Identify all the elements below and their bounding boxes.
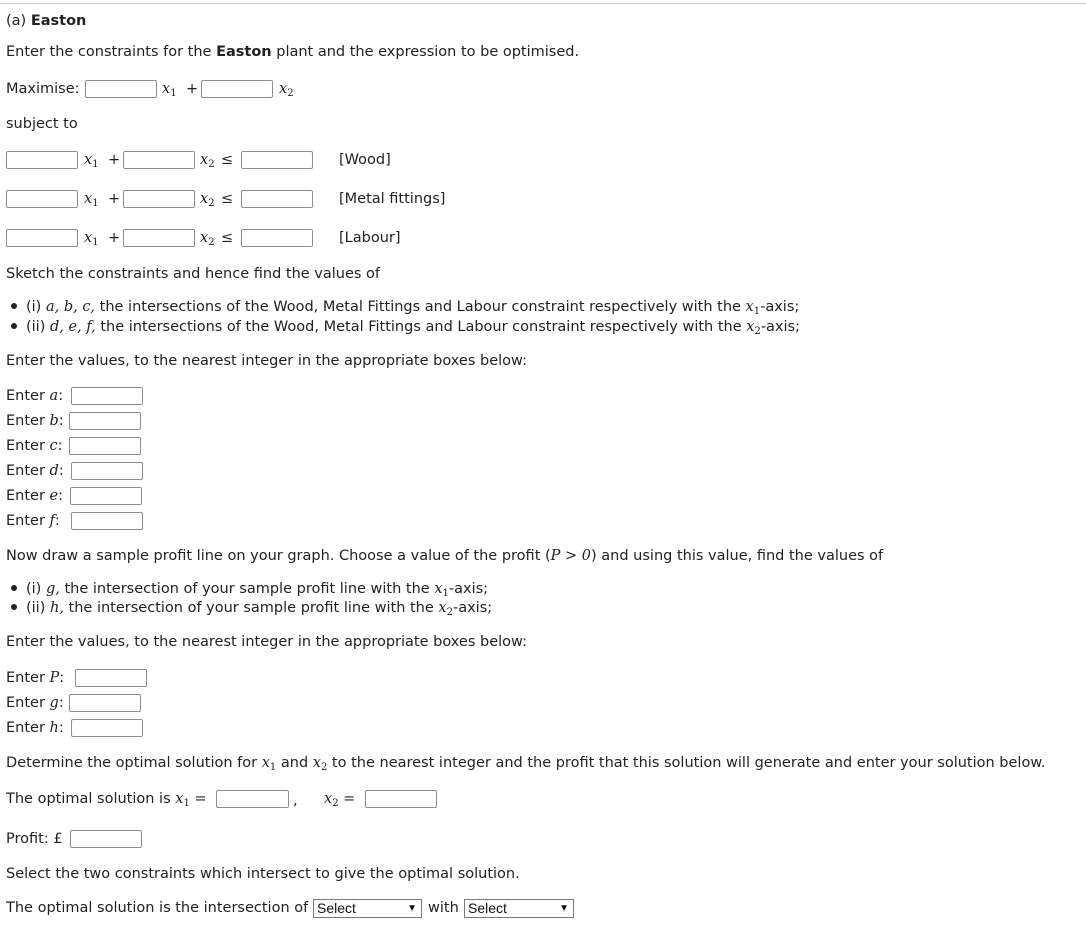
metal-x1-coef-input[interactable] — [6, 190, 78, 208]
h-input[interactable] — [71, 719, 143, 737]
x1-var: $x_1$ — [84, 152, 99, 170]
x2-solution-label: $x_2$ = — [324, 791, 356, 809]
bullet-icon — [11, 604, 17, 610]
intersection-label: The optimal solution is the intersection of — [6, 900, 309, 916]
constraint-select-1[interactable]: Select ▼ — [313, 899, 422, 918]
enter-e-label: Enter e: — [6, 488, 64, 504]
leq-sign: ≤ — [221, 191, 234, 207]
maximise-label: Maximise: — [6, 81, 80, 97]
metal-fittings-label: [Metal fittings] — [339, 191, 446, 207]
optimal-instruction: Determine the optimal solution for $x_1$ and $x_2$ to the nearest integer and the profit that this solution will generate and enter your solution below. — [6, 755, 1046, 773]
bullet-item-h: (ii) h, the intersection of your sample profit line with the $x_2$-axis; — [11, 599, 492, 617]
labour-x2-coef-input[interactable] — [123, 229, 195, 247]
enter-p-label: Enter P: — [6, 670, 65, 686]
profit-label: Profit: £ — [6, 831, 63, 847]
wood-label: [Wood] — [339, 152, 391, 168]
x2-var: $x_2$ — [200, 230, 215, 248]
plus-sign: + — [108, 152, 121, 168]
d-input[interactable] — [71, 462, 143, 480]
x1-solution-input[interactable] — [216, 790, 289, 808]
sketch-instruction: Sketch the constraints and hence find the values of — [6, 266, 381, 282]
wood-x2-coef-input[interactable] — [123, 151, 195, 169]
labour-rhs-input[interactable] — [241, 229, 313, 247]
b-input[interactable] — [69, 412, 141, 430]
x2-var: $x_2$ — [200, 152, 215, 170]
plus-sign: + — [108, 230, 121, 246]
e-input[interactable] — [70, 487, 142, 505]
enter-f-label: Enter f: — [6, 513, 60, 529]
objective-x1-coef-input[interactable] — [85, 80, 157, 98]
objective-plus: + — [186, 81, 199, 97]
enter-b-label: Enter b: — [6, 413, 64, 429]
leq-sign: ≤ — [221, 152, 234, 168]
intro-text: Enter the constraints for the Easton plant and the expression to be optimised. — [6, 44, 580, 60]
bullet-item-abc: (i) a, b, c, the intersections of the Wood, Metal Fittings and Labour constraint respectively with the $x_1$-axis; — [11, 298, 799, 316]
subject-to-label: subject to — [6, 116, 78, 132]
labour-x1-coef-input[interactable] — [6, 229, 78, 247]
g-input[interactable] — [69, 694, 141, 712]
leq-sign: ≤ — [221, 230, 234, 246]
wood-x1-coef-input[interactable] — [6, 151, 78, 169]
enter-d-label: Enter d: — [6, 463, 64, 479]
constraint-select-2[interactable]: Select ▼ — [464, 899, 574, 918]
enter-h-label: Enter h: — [6, 720, 64, 736]
enter-c-label: Enter c: — [6, 438, 63, 454]
metal-rhs-input[interactable] — [241, 190, 313, 208]
top-divider — [0, 3, 1086, 4]
optimal-solution-label: The optimal solution is $x_1$ = — [6, 791, 207, 809]
enter-a-label: Enter a: — [6, 388, 64, 404]
objective-x2-var: $x_2$ — [279, 81, 294, 99]
profit-line-instruction: Now draw a sample profit line on your graph. Choose a value of the profit (P > 0) and using this value, find the values of — [6, 548, 884, 564]
dropdown-arrow-icon: ▼ — [559, 903, 569, 914]
dropdown-arrow-icon: ▼ — [407, 903, 417, 914]
labour-label: [Labour] — [339, 230, 401, 246]
plus-sign: + — [108, 191, 121, 207]
wood-rhs-input[interactable] — [241, 151, 313, 169]
metal-x2-coef-input[interactable] — [123, 190, 195, 208]
comma: , — [293, 793, 298, 809]
bullet-item-def: (ii) d, e, f, the intersections of the Wood, Metal Fittings and Labour constraint respectively with the $x_2$-axis; — [11, 318, 800, 336]
bullet-icon — [11, 585, 17, 591]
enter-g-label: Enter g: — [6, 695, 64, 711]
x1-var: $x_1$ — [84, 191, 99, 209]
f-input[interactable] — [71, 512, 143, 530]
a-input[interactable] — [71, 387, 143, 405]
x2-solution-input[interactable] — [365, 790, 437, 808]
bullet-item-g: (i) g, the intersection of your sample profit line with the $x_1$-axis; — [11, 580, 488, 598]
objective-x1-var: $x_1$ — [162, 81, 177, 99]
p-input[interactable] — [75, 669, 147, 687]
x1-var: $x_1$ — [84, 230, 99, 248]
profit-input[interactable] — [70, 830, 142, 848]
x2-var: $x_2$ — [200, 191, 215, 209]
enter-values-instruction: Enter the values, to the nearest integer in the appropriate boxes below: — [6, 353, 527, 369]
part-title: (a) Easton — [6, 13, 87, 29]
with-label: with — [428, 900, 459, 916]
enter-values-instruction-2: Enter the values, to the nearest integer in the appropriate boxes below: — [6, 634, 527, 650]
c-input[interactable] — [69, 437, 141, 455]
bullet-icon — [11, 303, 17, 309]
select-constraints-instruction: Select the two constraints which intersect to give the optimal solution. — [6, 866, 520, 882]
objective-x2-coef-input[interactable] — [201, 80, 273, 98]
bullet-icon — [11, 323, 17, 329]
